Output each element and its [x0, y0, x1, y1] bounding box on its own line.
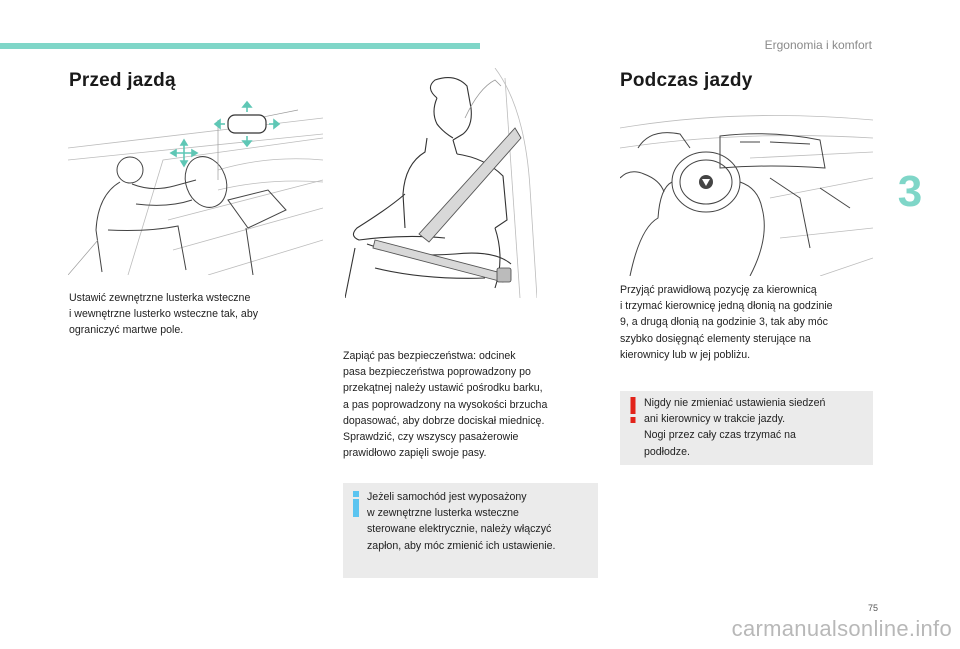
title-before-driving: Przed jazdą: [69, 70, 176, 91]
seatbelt-instruction-text: Zapiąć pas bezpieczeństwa: odcinek pasa bezpieczeństwa poprowadzony po przekątnej należy ustawić pośrodku barku, a pas poprowadzony na wysokości brzucha dopasować, aby dobrze dociskał miednicę. Sprawdzić, czy wszyscy pasażerowie prawidłowo zapięli swoje pasy.: [343, 350, 548, 460]
info-note: [343, 483, 598, 578]
steering-wheel-illustration: [620, 108, 873, 276]
warning-note-text: Nigdy nie zmieniać ustawienia siedzeń ani kierownicy w trakcie jazdy. Nogi przez cały czas trzymać na podłodze.: [644, 397, 826, 458]
section-title: Ergonomia i komfort: [764, 38, 872, 52]
title-while-driving: Podczas jazdy: [620, 70, 753, 91]
warning-icon: [630, 397, 636, 423]
chapter-number: 3: [897, 167, 923, 216]
mirrors-instruction-text: Ustawić zewnętrzne lusterka wsteczne i wewnętrzne lusterko wsteczne tak, aby ograniczyć martwe pole.: [69, 292, 259, 337]
seatbelt-instruction: [343, 348, 547, 461]
seatbelt-illustration: [345, 68, 537, 298]
mirror-adjust-illustration: [68, 100, 323, 275]
mirrors-instruction: [69, 290, 258, 339]
warning-note: [620, 391, 873, 465]
info-icon: [352, 491, 360, 517]
info-note-text: Jeżeli samochód jest wyposażony w zewnętrzne lusterka wsteczne sterowane elektrycznie, należy włączyć zapłon, aby móc zmienić ich ustawienie.: [367, 491, 556, 552]
header-accent-bar: [0, 43, 480, 49]
steering-instruction: [620, 282, 833, 363]
steering-instruction-text: Przyjąć prawidłową pozycję za kierownicą i trzymać kierownicę jedną dłonią na godzinie 9, a drugą dłonią na godzinie 3, tak aby móc szybko dosięgnąć elementy sterujące na kierownicy lub w jej pobliżu.: [620, 284, 833, 361]
page-number: 75: [867, 603, 878, 613]
watermark: carmanualsonline.info: [731, 616, 952, 641]
